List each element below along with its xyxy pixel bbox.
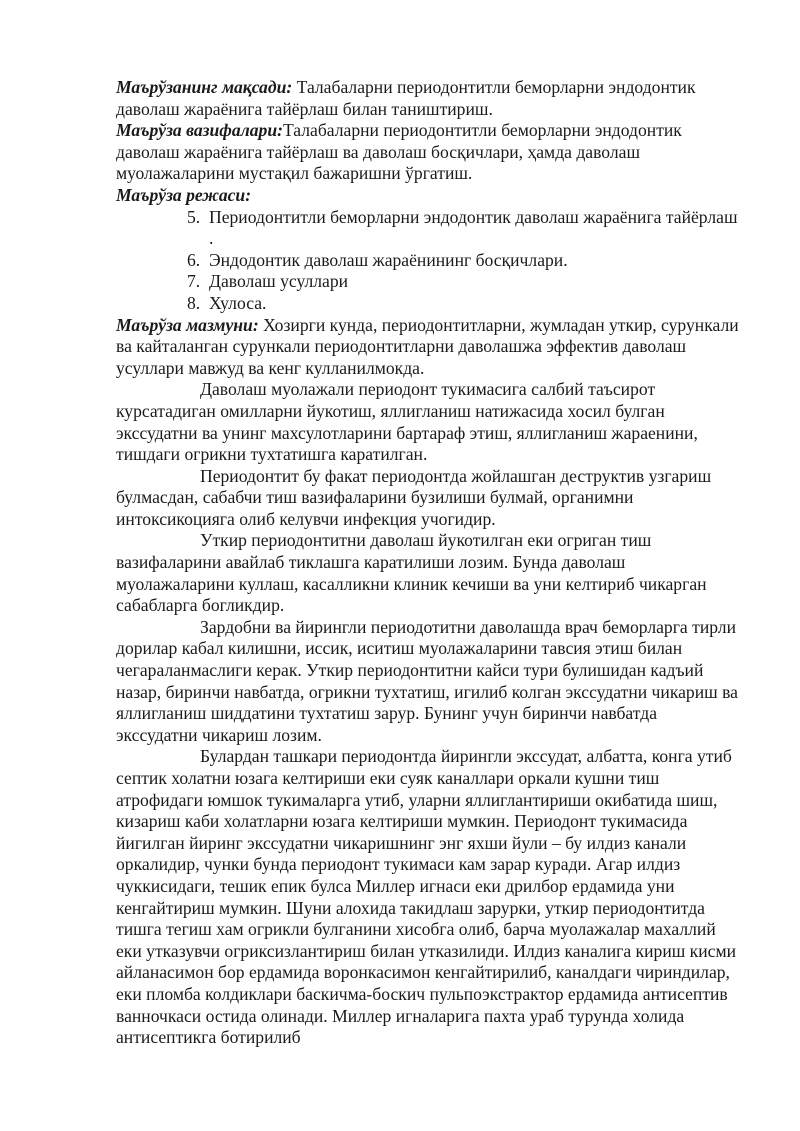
list-item-text: Эндодонтик даволаш жараёнининг босқичлари. bbox=[209, 249, 568, 270]
plan-label: Маърўза режаси: bbox=[116, 184, 252, 205]
list-item-number: 4. 8. bbox=[187, 292, 201, 313]
list-item bbox=[187, 250, 740, 272]
tasks-label: Маърўза вазифалари: bbox=[116, 120, 283, 141]
document-body bbox=[116, 77, 740, 1049]
list-item-text: Хулоса. bbox=[209, 292, 267, 313]
plan-list bbox=[116, 207, 740, 315]
objective-text: Талабаларни периодонтитли беморларни эндодонтик даволаш жараёнига тайёрлаш билан таништириш. bbox=[116, 77, 696, 119]
list-item-number: 3. 7. bbox=[187, 271, 201, 292]
list-item-number: 2. 6. bbox=[187, 249, 201, 270]
list-item-text: Периодонтитли беморларни эндодонтик даволаш жараёнига тайёрлаш . bbox=[209, 206, 738, 249]
body-paragraph: Зардобни ва йирингли периодотитни даволашда врач беморларга тирли дорилар кабал килишни, иссик, иситиш муолажаларини тавсия этиш билан чегараланмаслиги керак. Уткир периодонтитни кайси тури булишидан кадъий назар, биринчи навбатда, огрикни тухтатиш, игилиб колган экссудатни чикариш ва яллигланиш шиддатини тухтатиш зарур. Бунинг учун биринчи навбатда экссудатни чикариш лозим. bbox=[116, 616, 738, 745]
body-paragraph: Булардан ташкари периодонтда йирингли экссудат, албатта, конга утиб септик холатни юзага келтириши еки суяк каналлари оркали кушни тиш атрофидаги юмшок тукималарга утиб, уларни яллиглантириши окибатида шиш, кизариш каби холатларни юзага келтириши мумкин. Периодонт тукимасида йигилган йиринг экссудатни чикаришнинг энг яхши йули – бу илдиз канали оркалидир, чунки бунда периодонт тукимаси кам зарар куради. Агар илдиз чуккисидаги, тешик епик булса Миллер игнаси еки дрилбор ердамида уни кенгайтириш мумкин. Шуни алохида такидлаш зарурки, уткир периодонтитда тишга тегиш хам огрикли булганини хисобга олиб, барча муолажалар махаллий еки утказувчи огриксизлантириш билан утказилиди. Илдиз каналига кириш кисми айланасимон бор ердамида воронкасимон кенгайтирилиб, каналдаги чириндилар, еки пломба колдиклари баскичма-боскич пульпоэкстрактор ердамида антисептив ванночкаси остида олинади. Миллер игналарига пахта ураб турунда холида антисептикга ботирилиб bbox=[116, 746, 736, 1048]
document-page bbox=[116, 77, 740, 1049]
list-item bbox=[187, 293, 740, 315]
body-paragraph: Периодонтит бу факат периодонтда жойлашган деструктив узгариш булмасдан, сабабчи тиш вазифаларини бузилиши булмай, органимни интоксикоцияга олиб келувчи инфекция учогидир. bbox=[116, 465, 712, 529]
tasks-paragraph bbox=[116, 120, 740, 185]
list-item-text: Даволаш усуллари bbox=[209, 271, 349, 292]
content-intro: Хозирги кунда, периодонтитларни, жумладан уткир, сурункали ва кайталанган сурункали периодонтитларни даволашжа эффектив даволаш усуллари мавжуд ва кенг кулланилмокда. bbox=[116, 314, 739, 378]
list-item-number: 1. 5. bbox=[187, 206, 201, 227]
body-paragraph: Уткир периодонтитни даволаш йукотилган еки огриган тиш вазифаларини авайлаб тиклашга каратилиши лозим. Бунда даволаш муолажаларини куллаш, касалликни клиник кечиши ва уни келтириб чикарган сабабларга богликдир. bbox=[116, 530, 707, 616]
content-paragraph bbox=[116, 315, 740, 380]
body-paragraph: Даволаш муолажали периодонт тукимасига салбий таъсирот курсатадиган омилларни йукотиш, яллигланиш натижасида хосил булган экссудатни ва унинг махсулотларини бартараф этиш, яллигланиш жараенини, тишдаги огрикни тухтатишга каратилган. bbox=[116, 379, 698, 465]
objective-label: Маърўзанинг мақсади: bbox=[116, 77, 293, 97]
plan-heading bbox=[116, 185, 740, 207]
objective-paragraph bbox=[116, 77, 740, 120]
tasks-text: Талабаларни периодонтитли беморларни эндодонтик даволаш жараёнига тайёрлаш ва даволаш босқичлари, ҳамда даволаш муолажаларини мустақил бажаришни ўргатиш. bbox=[116, 120, 682, 184]
list-item bbox=[187, 271, 740, 293]
content-label: Маърўза мазмуни: bbox=[116, 314, 259, 335]
list-item bbox=[187, 207, 740, 250]
